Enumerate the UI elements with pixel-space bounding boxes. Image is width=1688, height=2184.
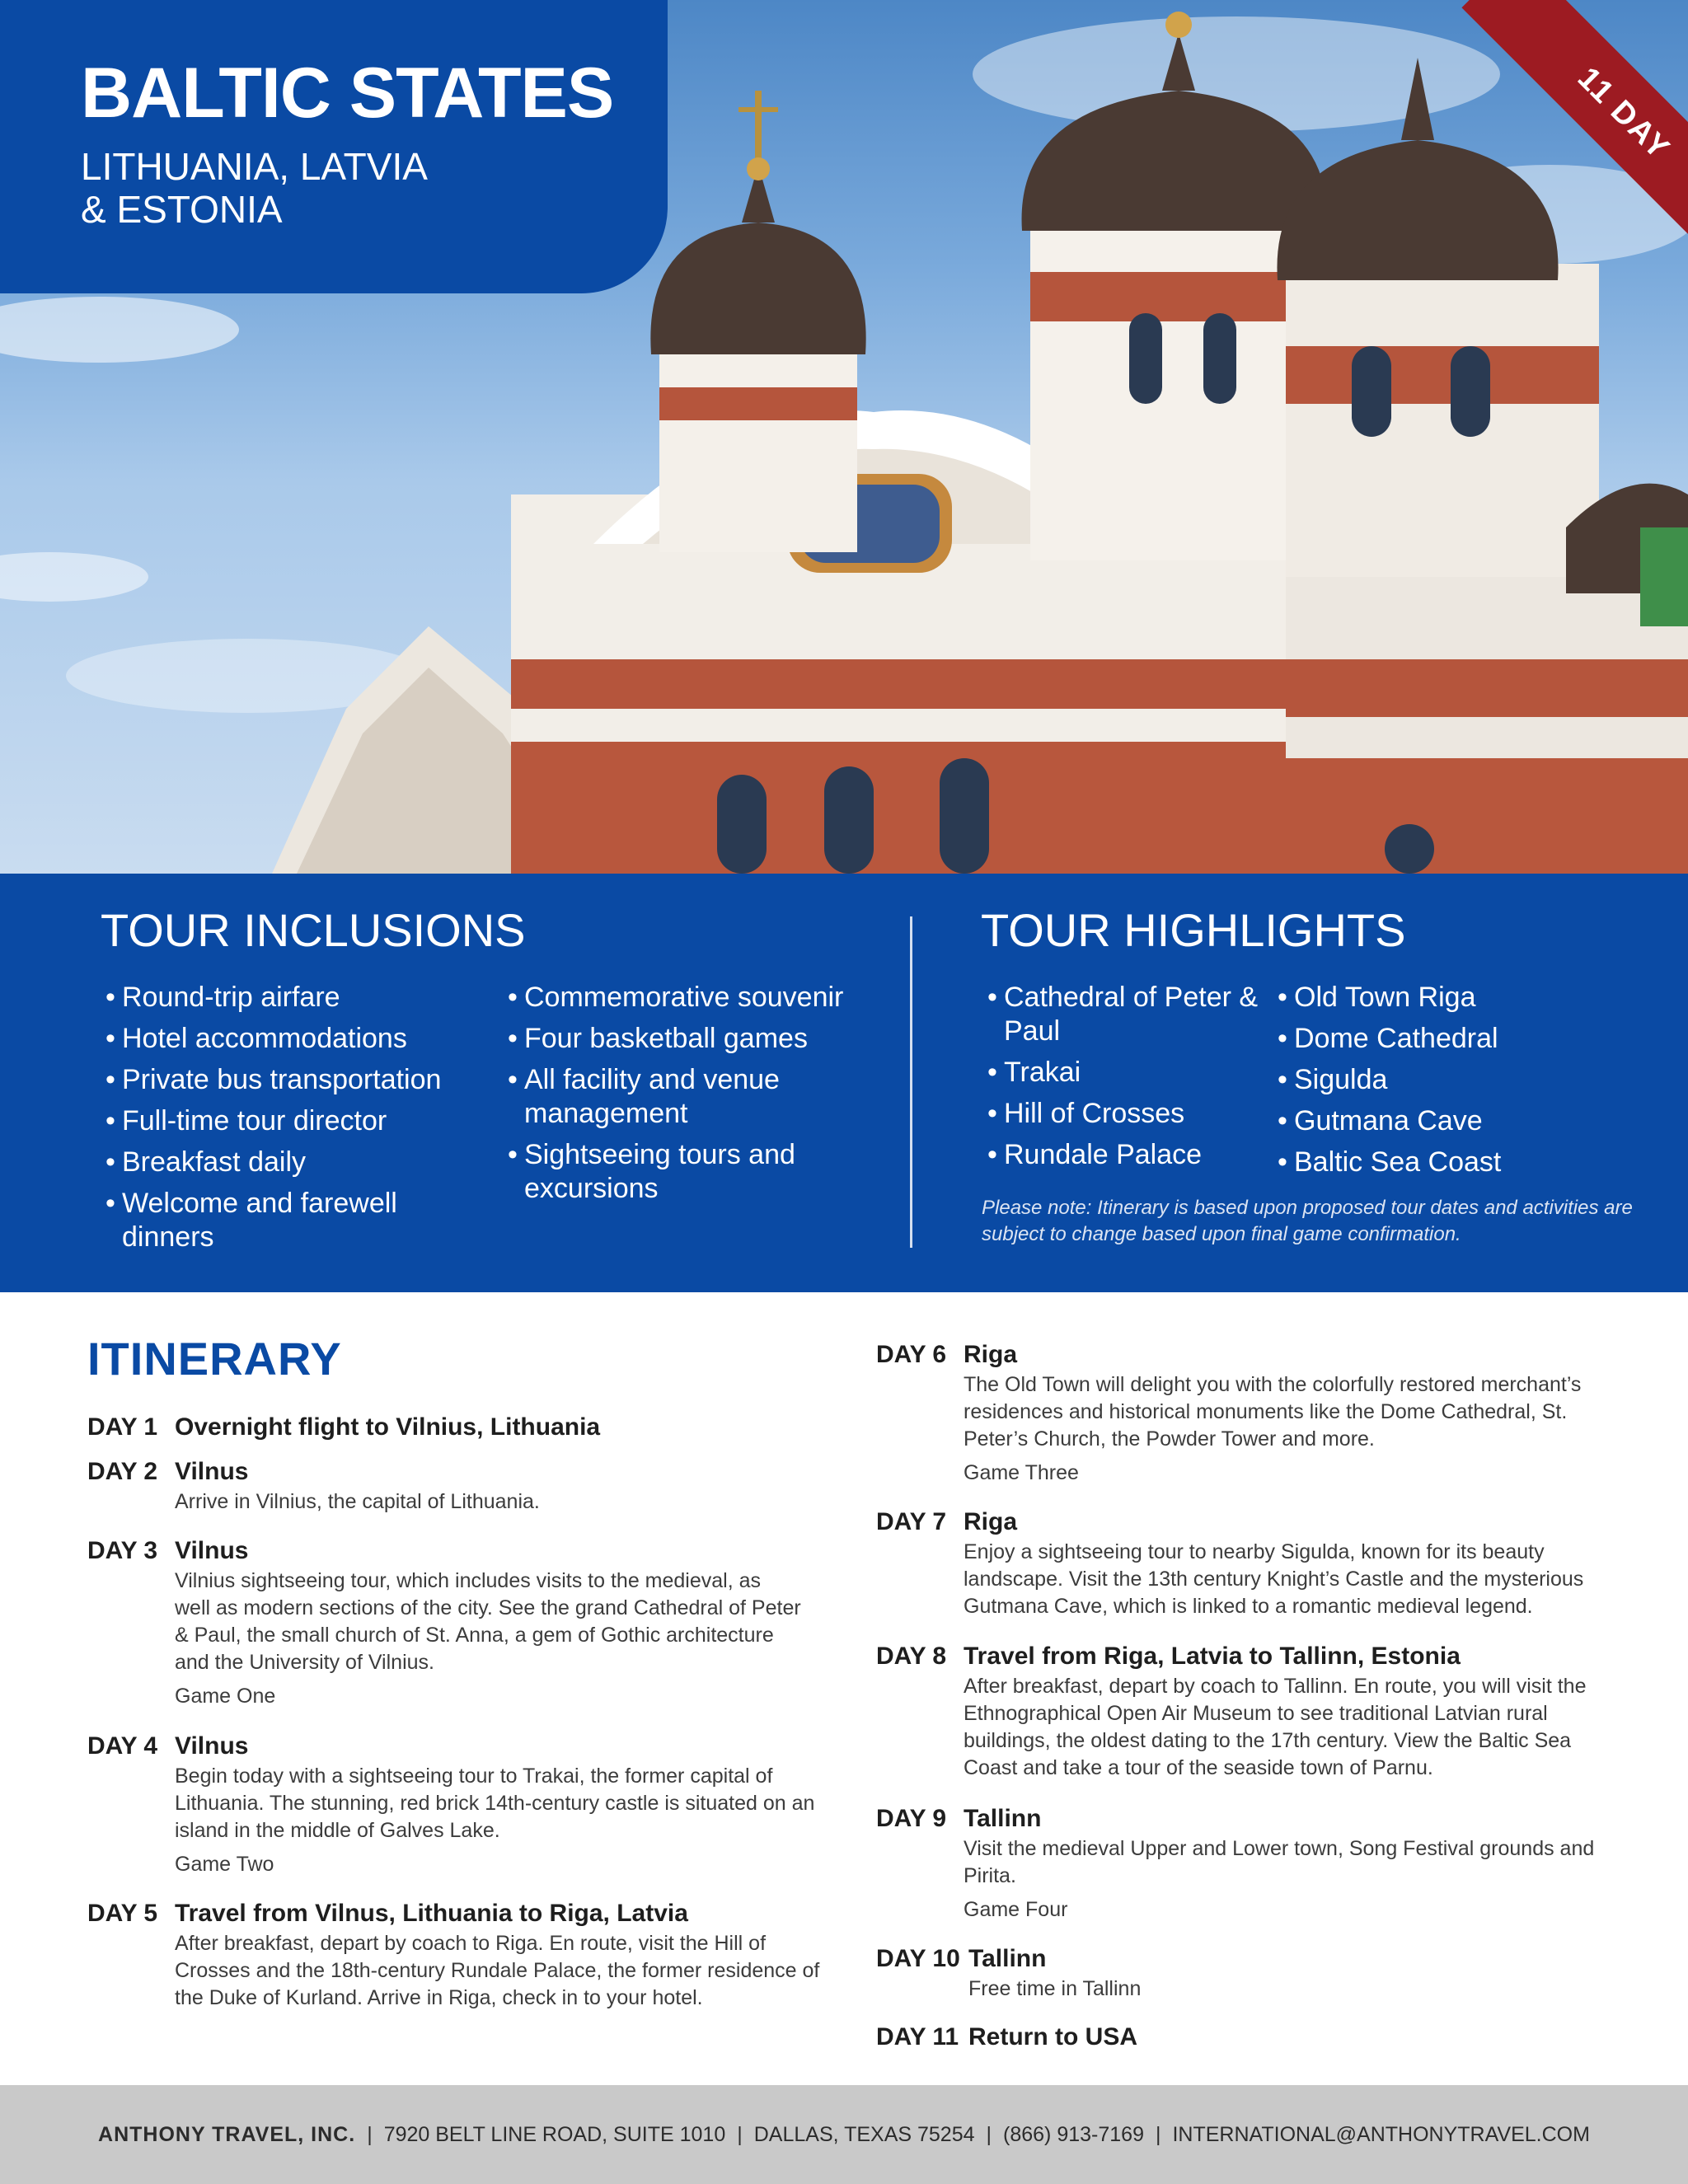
itinerary-day-9 bbox=[876, 1804, 1651, 1924]
day-game: Game Four bbox=[964, 1898, 1068, 1921]
list-item: • Full-time tour director bbox=[99, 1104, 486, 1138]
itinerary-day-11 bbox=[876, 2022, 1651, 2052]
list-item: • Sightseeing tours and excursions bbox=[501, 1138, 854, 1206]
inclusions-list-2 bbox=[501, 981, 889, 1213]
day-label: DAY 6 bbox=[876, 1341, 947, 1368]
day-description: Arrive in Vilnius, the capital of Lithuania. bbox=[175, 1490, 540, 1513]
day-title: Travel from Riga, Latvia to Tallinn, Estonia bbox=[964, 1643, 1461, 1670]
day-description: Enjoy a sightseeing tour to nearby Sigulda, known for its beauty landscape. Visit the 13th century Knight’s Castle and the mysterious Gutmana Cave, which is linked to a romantic medieval legend. bbox=[964, 1540, 1584, 1618]
list-item: • Hill of Crosses bbox=[981, 1097, 1261, 1131]
day-title: Travel from Vilnus, Lithuania to Riga, Latvia bbox=[175, 1900, 688, 1927]
tour-info-band bbox=[0, 874, 1688, 1292]
itinerary-heading: ITINERARY bbox=[87, 1333, 342, 1385]
list-item: • Gutmana Cave bbox=[1271, 1104, 1617, 1138]
page-title: BALTIC STATES bbox=[81, 54, 614, 133]
day-title: Riga bbox=[964, 1341, 1018, 1368]
itinerary-day-5 bbox=[87, 1899, 846, 2012]
page-subtitle bbox=[81, 145, 608, 231]
separator: | bbox=[1155, 2122, 1161, 2146]
list-item: • Old Town Riga bbox=[1271, 981, 1617, 1015]
footer-address: 7920 BELT LINE ROAD, SUITE 1010 bbox=[383, 2122, 726, 2146]
day-title: Vilnus bbox=[175, 1537, 249, 1564]
day-title: Tallinn bbox=[968, 1945, 1047, 1972]
itinerary-day-10 bbox=[876, 1944, 1651, 2003]
separator: | bbox=[737, 2122, 743, 2146]
day-description: Begin today with a sightseeing tour to Trakai, the former capital of Lithuania. The stunning, red brick 14th-century castle is situated on an island in the middle of Galves Lake. bbox=[175, 1765, 815, 1842]
day-count-ribbon bbox=[1401, 0, 1688, 287]
itinerary-day-7 bbox=[876, 1507, 1651, 1620]
day-label: DAY 9 bbox=[876, 1805, 947, 1832]
list-item: • Hotel accommodations bbox=[99, 1022, 486, 1056]
day-label: DAY 1 bbox=[87, 1413, 158, 1441]
list-item: • Rundale Palace bbox=[981, 1138, 1261, 1172]
day-title: Riga bbox=[964, 1508, 1018, 1535]
itinerary-day-3 bbox=[87, 1536, 829, 1710]
list-item: • Cathedral of Peter & Paul bbox=[981, 981, 1268, 1048]
day-description: After breakfast, depart by coach to Riga. En route, visit the Hill of Crosses and the 18th-century Rundale Palace, the former residence of the Duke of Kurland. Arrive in Riga, check in to your hotel. bbox=[175, 1932, 820, 2009]
day-description: Vilnius sightseeing tour, which includes visits to the medieval, as well as modern sections of the city. See the grand Cathedral of Peter & Paul, the small church of St. Anna, a gem of Gothic architecture and the University of Vilnius. bbox=[175, 1569, 801, 1674]
contact-footer bbox=[0, 2085, 1688, 2184]
day-label: DAY 4 bbox=[87, 1732, 158, 1760]
list-item: • All facility and venue management bbox=[501, 1063, 837, 1131]
day-description: Visit the medieval Upper and Lower town, Song Festival grounds and Pirita. bbox=[964, 1837, 1595, 1887]
list-item: • Breakfast daily bbox=[99, 1146, 486, 1179]
day-label: DAY 5 bbox=[87, 1900, 158, 1927]
day-label: DAY 11 bbox=[876, 2023, 959, 2050]
footer-city: DALLAS, TEXAS 75254 bbox=[753, 2122, 975, 2146]
day-title: Overnight flight to Vilnius, Lithuania bbox=[175, 1413, 601, 1441]
section-divider bbox=[910, 916, 912, 1248]
list-item: • Trakai bbox=[981, 1056, 1261, 1090]
itinerary-day-8 bbox=[876, 1642, 1651, 1782]
list-item: • Commemorative souvenir bbox=[501, 981, 889, 1015]
company-name: ANTHONY TRAVEL, INC. bbox=[98, 2122, 356, 2146]
list-item: • Baltic Sea Coast bbox=[1271, 1146, 1617, 1179]
separator: | bbox=[986, 2122, 992, 2146]
list-item: • Welcome and farewell dinners bbox=[99, 1187, 435, 1254]
day-description: Free time in Tallinn bbox=[968, 1977, 1142, 2000]
day-label: DAY 7 bbox=[876, 1508, 947, 1535]
footer-phone: (866) 913-7169 bbox=[1003, 2122, 1144, 2146]
itinerary-note: Please note: Itinerary is based upon proposed tour dates and activities are subject to change based upon final game confirmation. bbox=[982, 1197, 1633, 1245]
day-label: DAY 3 bbox=[87, 1537, 158, 1564]
subtitle-line-1: LITHUANIA, LATVIA bbox=[81, 145, 428, 188]
day-label: DAY 2 bbox=[87, 1458, 158, 1485]
subtitle-line-2: & ESTONIA bbox=[81, 188, 283, 231]
day-game: Game Three bbox=[964, 1461, 1079, 1484]
highlights-heading: TOUR HIGHLIGHTS bbox=[981, 904, 1406, 956]
day-count-label: 11 DAY bbox=[1571, 60, 1677, 166]
list-item: • Four basketball games bbox=[501, 1022, 889, 1056]
list-item: • Round-trip airfare bbox=[99, 981, 486, 1015]
itinerary-day-1 bbox=[87, 1413, 829, 1442]
day-title: Return to USA bbox=[968, 2023, 1137, 2050]
day-game: Game Two bbox=[175, 1853, 274, 1876]
day-label: DAY 10 bbox=[876, 1945, 960, 1972]
itinerary-day-4 bbox=[87, 1732, 829, 1878]
day-title: Vilnus bbox=[175, 1458, 249, 1485]
day-title: Vilnus bbox=[175, 1732, 249, 1760]
itinerary-day-2 bbox=[87, 1457, 829, 1516]
inclusions-heading: TOUR INCLUSIONS bbox=[101, 904, 526, 956]
itinerary-day-6 bbox=[876, 1340, 1651, 1487]
inclusions-list-1 bbox=[99, 981, 486, 1262]
highlights-list-1 bbox=[981, 981, 1261, 1179]
highlights-list-2 bbox=[1271, 981, 1617, 1187]
separator: | bbox=[367, 2122, 373, 2146]
footer-email: INTERNATIONAL@ANTHONYTRAVEL.COM bbox=[1172, 2122, 1590, 2146]
hero-photo bbox=[0, 0, 1688, 874]
day-description: The Old Town will delight you with the colorfully restored merchant’s residences and historical monuments like the Dome Cathedral, St. Peter’s Church, the Powder Tower and more. bbox=[964, 1373, 1582, 1451]
list-item: • Dome Cathedral bbox=[1271, 1022, 1617, 1056]
list-item: • Sigulda bbox=[1271, 1063, 1617, 1097]
day-title: Tallinn bbox=[964, 1805, 1042, 1832]
day-label: DAY 8 bbox=[876, 1643, 947, 1670]
day-description: After breakfast, depart by coach to Tallinn. En route, you will visit the Ethnographical Open Air Museum to see traditional Latvian rural buildings, the oldest dating to the 17th century. View the Baltic Sea Coast and take a tour of the seaside town of Parnu. bbox=[964, 1675, 1587, 1779]
day-game: Game One bbox=[175, 1685, 276, 1708]
list-item: • Private bus transportation bbox=[99, 1063, 486, 1097]
